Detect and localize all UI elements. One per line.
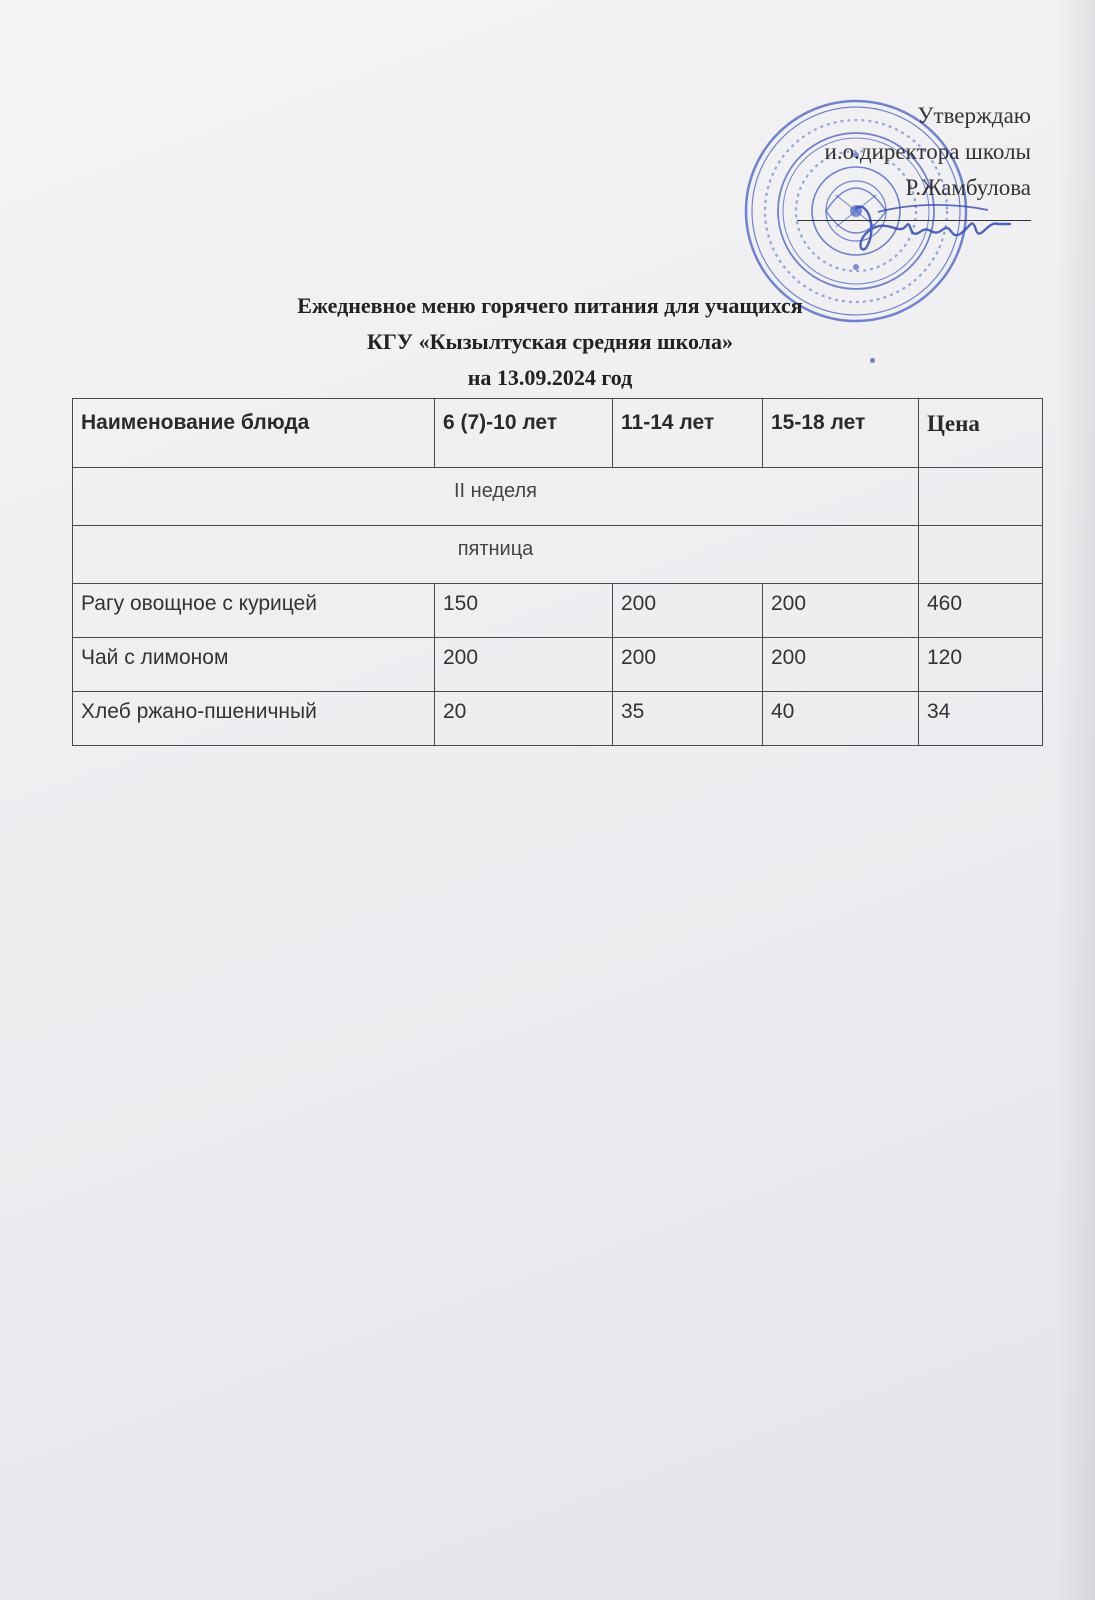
- title-line-3: на 13.09.2024 год: [467, 365, 633, 390]
- dish-price: 460: [919, 583, 1043, 637]
- header-age-6-10: 6 (7)-10 лет: [435, 399, 613, 468]
- week-row: [73, 468, 1043, 526]
- document-title: [200, 288, 900, 396]
- portion-11-14: 35: [613, 691, 763, 745]
- day-row-empty-cell: [919, 525, 1043, 583]
- portion-6-10: 150: [435, 583, 613, 637]
- week-row-empty-cell: [919, 468, 1043, 526]
- page-shadow: [1057, 0, 1095, 1600]
- day-row: [73, 525, 1043, 583]
- dish-name: Рагу овощное с курицей: [73, 583, 435, 637]
- portion-11-14: 200: [613, 583, 763, 637]
- dish-price: 34: [919, 691, 1043, 745]
- table-row: [73, 691, 1043, 745]
- approval-block: [731, 98, 1031, 221]
- portion-6-10: 200: [435, 637, 613, 691]
- approval-name: Р.Жамбулова: [905, 175, 1031, 200]
- header-age-15-18: 15-18 лет: [763, 399, 919, 468]
- approval-position: и.о.директора школы: [824, 139, 1031, 164]
- approval-heading: Утверждаю: [917, 103, 1031, 128]
- table-row: [73, 583, 1043, 637]
- dish-name: Чай с лимоном: [73, 637, 435, 691]
- portion-11-14: 200: [613, 637, 763, 691]
- day-label: пятница: [73, 525, 919, 583]
- portion-15-18: 40: [763, 691, 919, 745]
- table-header-row: [73, 399, 1043, 468]
- title-line-2: КГУ «Кызылтуская средняя школа»: [366, 329, 734, 354]
- dish-name: Хлеб ржано-пшеничный: [73, 691, 435, 745]
- portion-15-18: 200: [763, 637, 919, 691]
- portion-15-18: 200: [763, 583, 919, 637]
- menu-table: [72, 398, 1043, 746]
- header-age-11-14: 11-14 лет: [613, 399, 763, 468]
- week-label: II неделя: [73, 468, 919, 526]
- dish-price: 120: [919, 637, 1043, 691]
- title-line-1: Ежедневное меню горячего питания для учащихся: [297, 293, 803, 318]
- header-price: Цена: [919, 399, 1043, 468]
- table-row: [73, 637, 1043, 691]
- portion-6-10: 20: [435, 691, 613, 745]
- signature-line: [797, 218, 1031, 221]
- header-dish-name: Наименование блюда: [73, 399, 435, 468]
